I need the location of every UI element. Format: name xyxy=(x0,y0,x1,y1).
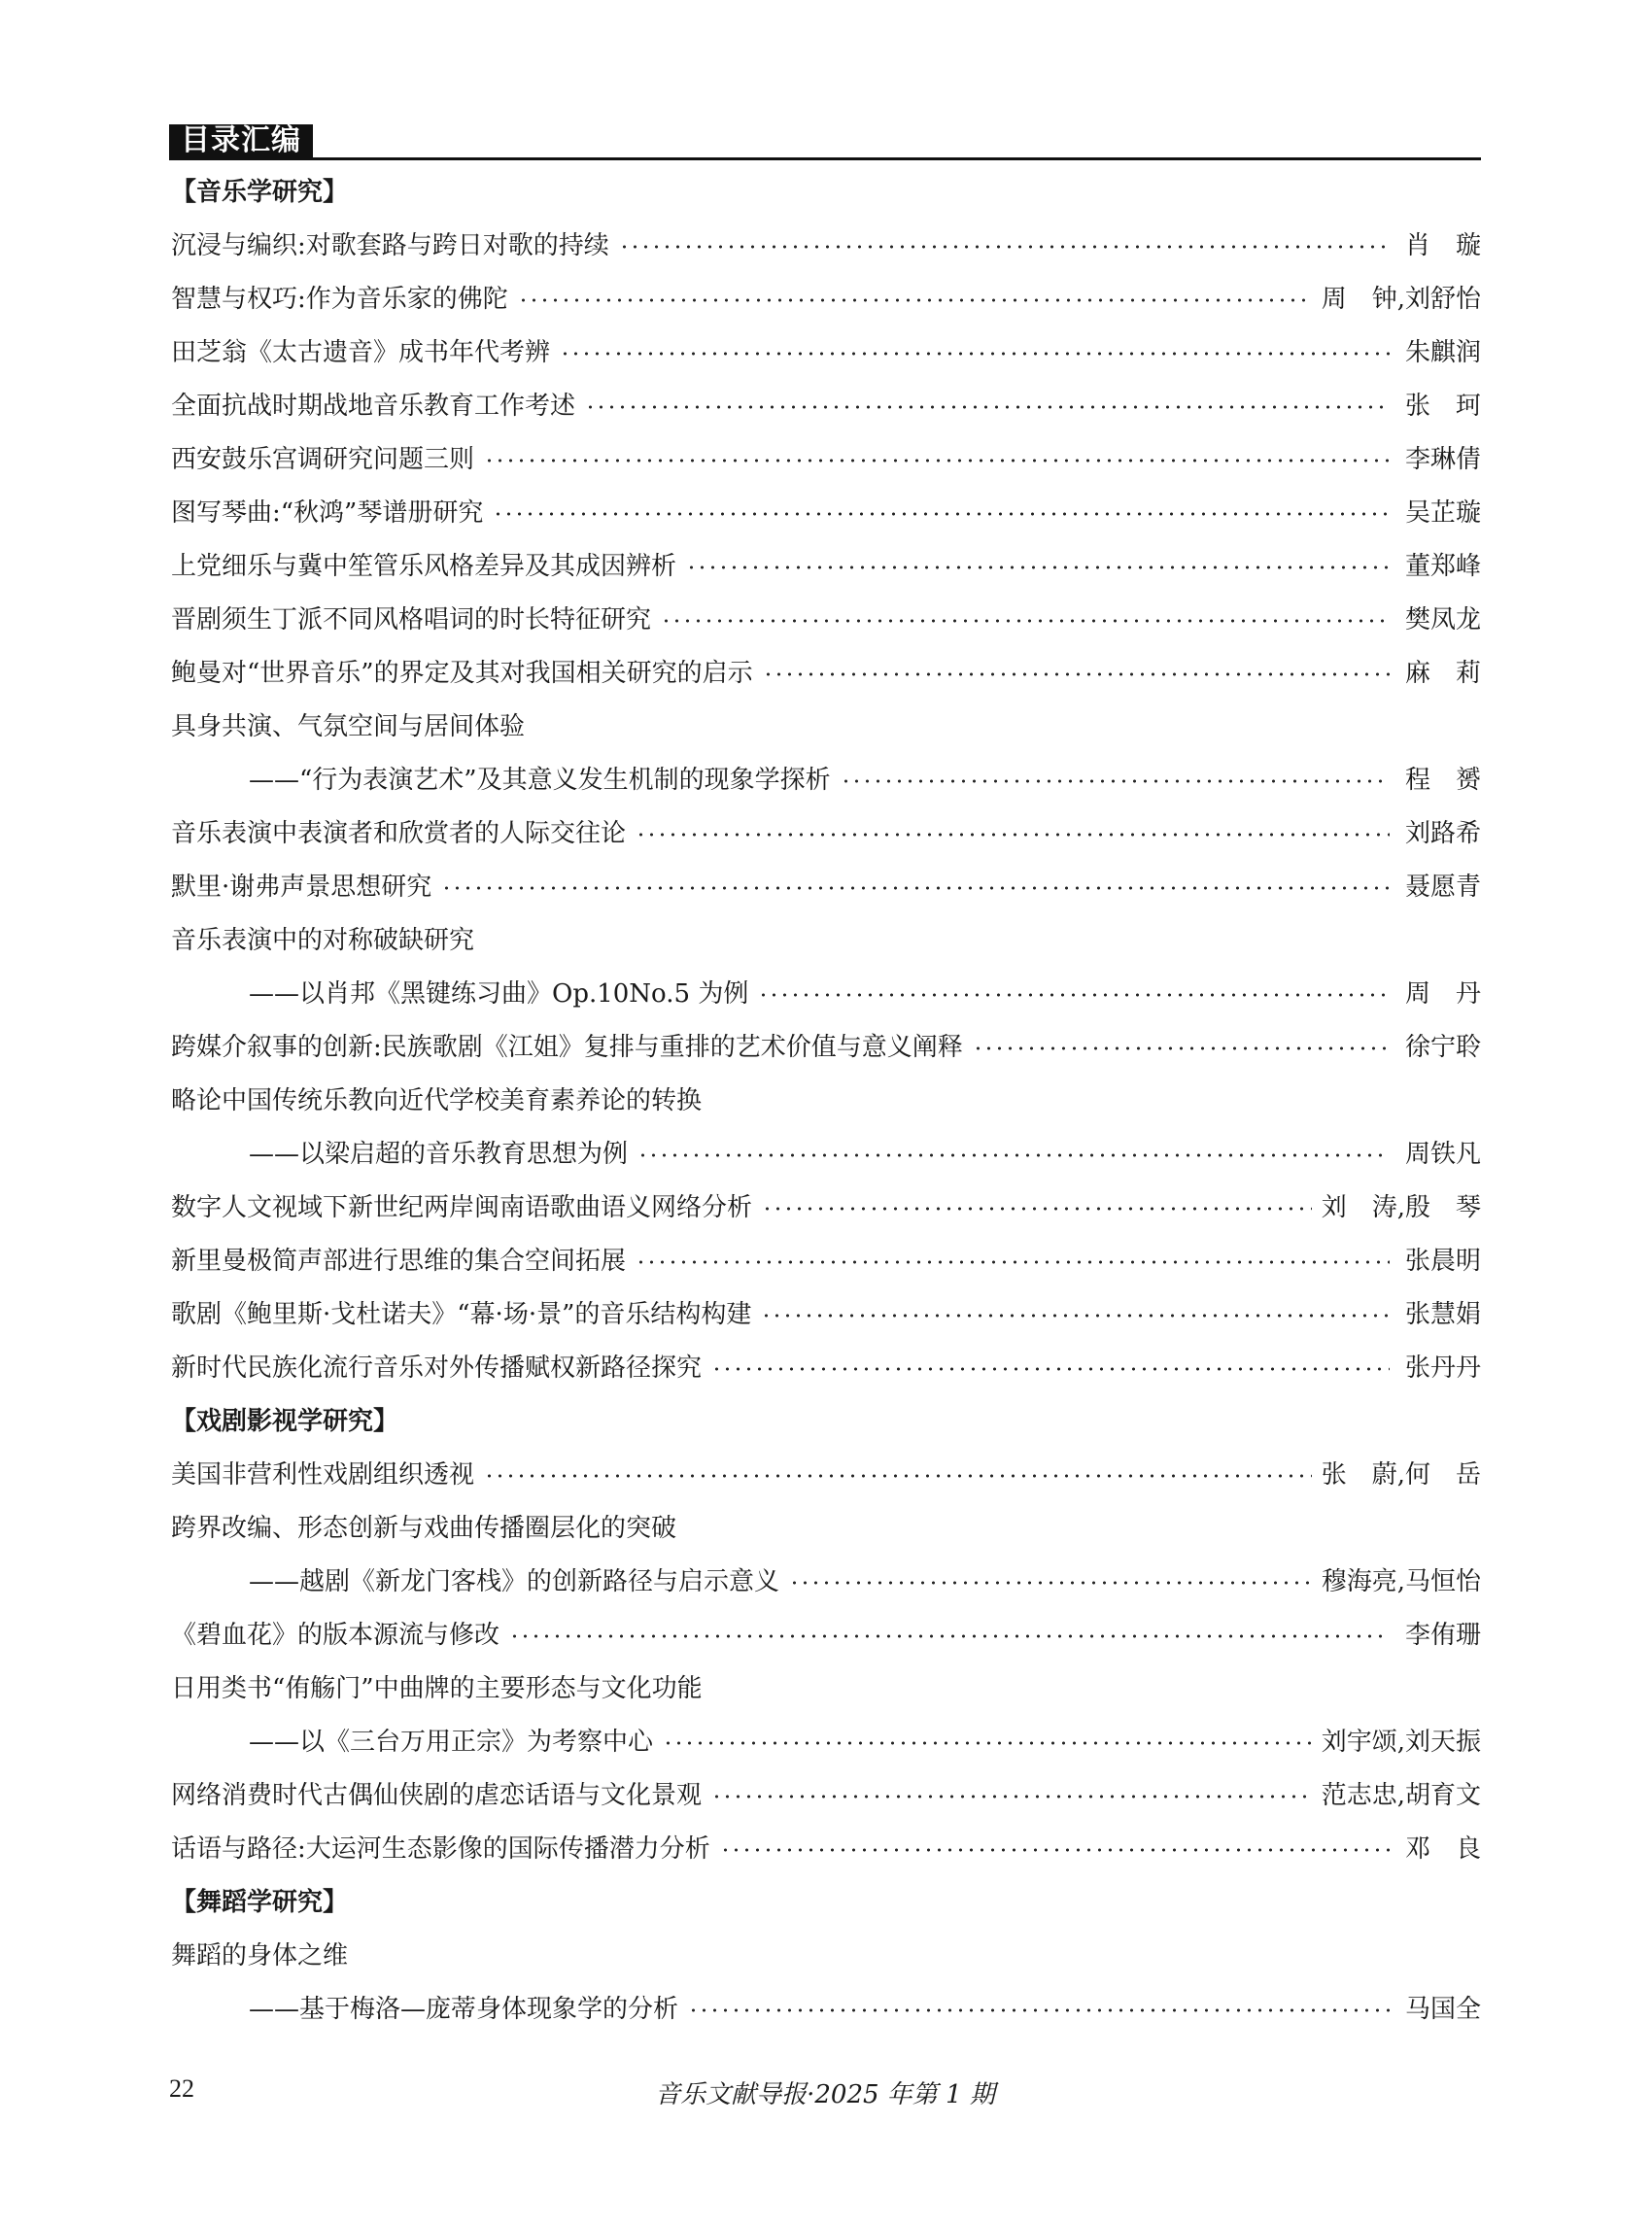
section-heading-label: 【戏剧影视学研究】 xyxy=(171,1407,399,1436)
toc-title: 日用类书“侑觞门”中曲牌的主要形态与文化功能 xyxy=(171,1674,703,1703)
toc-entry xyxy=(171,537,1481,591)
dot-leader xyxy=(758,993,1390,997)
dot-leader xyxy=(441,886,1390,890)
section-heading-label: 【音乐学研究】 xyxy=(171,178,349,207)
toc-title: 具身共演、气氛空间与居间体验 xyxy=(171,712,526,741)
toc-entry xyxy=(171,1606,1481,1660)
toc-title: 跨媒介叙事的创新:民族歌剧《江姐》复排与重排的艺术价值与意义阐释 xyxy=(171,1033,963,1062)
section-heading xyxy=(171,1873,1481,1927)
dot-leader xyxy=(637,1153,1390,1157)
toc-title: 沉浸与编织:对歌套路与跨日对歌的持续 xyxy=(171,231,609,260)
dot-leader xyxy=(663,1741,1312,1745)
toc-title: 网络消费时代古偶仙侠剧的虐恋话语与文化景观 xyxy=(171,1781,703,1810)
toc-title: 智慧与权巧:作为音乐家的佛陀 xyxy=(171,285,508,314)
toc-subtitle: ——以梁启超的音乐教育思想为例 xyxy=(249,1140,629,1169)
dot-leader xyxy=(973,1046,1390,1050)
toc-subtitle-row xyxy=(171,1125,1481,1179)
toc-subtitle-row xyxy=(171,1713,1481,1766)
toc-title: 跨界改编、形态创新与戏曲传播圈层化的突破 xyxy=(171,1514,677,1543)
toc-author: 范志忠,胡育文 xyxy=(1321,1781,1481,1810)
section-heading-label: 【舞蹈学研究】 xyxy=(171,1888,349,1917)
toc-entry xyxy=(171,911,1481,965)
toc-author: 朱麒润 xyxy=(1404,338,1481,367)
toc-author: 周 钟,刘舒怡 xyxy=(1321,285,1481,314)
dot-leader xyxy=(762,1207,1312,1211)
toc-author: 刘 涛,殷 琴 xyxy=(1321,1193,1481,1222)
dot-leader xyxy=(636,1260,1390,1264)
toc-author: 周铁凡 xyxy=(1404,1140,1481,1169)
toc-subtitle-row xyxy=(171,1553,1481,1606)
toc-author: 刘宇颂,刘天振 xyxy=(1321,1728,1481,1757)
section-heading xyxy=(171,1392,1481,1446)
toc-entry xyxy=(171,1660,1481,1713)
dot-leader xyxy=(686,565,1390,569)
toc-author: 刘路希 xyxy=(1404,819,1481,848)
toc-author: 周 丹 xyxy=(1404,979,1481,1009)
dot-leader xyxy=(585,405,1390,409)
toc-entry xyxy=(171,698,1481,751)
toc-author: 李琳倩 xyxy=(1404,445,1481,474)
dot-leader xyxy=(619,245,1390,249)
toc-title: 田芝翁《太古遗音》成书年代考辨 xyxy=(171,338,551,367)
toc-entry xyxy=(171,1820,1481,1873)
toc-title: 略论中国传统乐教向近代学校美育素养论的转换 xyxy=(171,1086,703,1115)
toc-title: 新里曼极简声部进行思维的集合空间拓展 xyxy=(171,1247,627,1276)
dot-leader xyxy=(763,672,1390,676)
page-number: 22 xyxy=(169,2074,194,2103)
toc-title: 话语与路径:大运河生态影像的国际传播潜力分析 xyxy=(171,1834,710,1864)
toc-author: 张 蔚,何 岳 xyxy=(1321,1460,1481,1490)
toc-entry xyxy=(171,1446,1481,1499)
toc-author: 张晨明 xyxy=(1404,1247,1481,1276)
dot-leader xyxy=(761,1314,1390,1318)
dot-leader xyxy=(661,619,1390,623)
page-footer xyxy=(169,2074,1481,2113)
toc-author: 聂愿青 xyxy=(1404,873,1481,902)
toc-entry xyxy=(171,484,1481,537)
journal-issue: 音乐文献导报·2025 年第 1 期 xyxy=(655,2080,995,2109)
toc-subtitle: ——基于梅洛—庞蒂身体现象学的分析 xyxy=(249,1995,679,2024)
dot-leader xyxy=(509,1634,1390,1638)
toc-entry xyxy=(171,591,1481,644)
toc-entry xyxy=(171,1232,1481,1285)
dot-leader xyxy=(720,1848,1390,1852)
toc-subtitle: ——“行为表演艺术”及其意义发生机制的现象学探析 xyxy=(249,766,831,795)
toc-title: 《碧血花》的版本源流与修改 xyxy=(171,1621,500,1650)
toc-entry xyxy=(171,1927,1481,1980)
toc-entry xyxy=(171,1339,1481,1392)
section-header-bar xyxy=(169,124,1481,160)
toc-author: 董郑峰 xyxy=(1404,552,1481,581)
dot-leader xyxy=(518,298,1312,302)
toc-title: 全面抗战时期战地音乐教育工作考述 xyxy=(171,392,576,421)
toc-author: 吴芷璇 xyxy=(1404,498,1481,528)
toc-subtitle-row xyxy=(171,1980,1481,2034)
section-header-title: 目录汇编 xyxy=(169,124,313,157)
dot-leader xyxy=(711,1795,1312,1799)
toc-author: 张 珂 xyxy=(1404,392,1481,421)
toc-entry xyxy=(171,1499,1481,1553)
toc-title: 舞蹈的身体之维 xyxy=(171,1941,349,1970)
dot-leader xyxy=(711,1367,1390,1371)
dot-leader xyxy=(484,1474,1312,1478)
toc-subtitle: ——以《三台万用正宗》为考察中心 xyxy=(249,1728,654,1757)
toc-title: 西安鼓乐宫调研究问题三则 xyxy=(171,445,475,474)
dot-leader xyxy=(560,352,1390,356)
toc-subtitle-row xyxy=(171,751,1481,805)
toc-entry xyxy=(171,270,1481,324)
toc-entry xyxy=(171,805,1481,858)
toc-entry xyxy=(171,1766,1481,1820)
toc-entry xyxy=(171,324,1481,377)
toc-title: 音乐表演中表演者和欣赏者的人际交往论 xyxy=(171,819,627,848)
toc-author: 李侑珊 xyxy=(1404,1621,1481,1650)
toc-entry xyxy=(171,1072,1481,1125)
dot-leader xyxy=(636,833,1390,837)
toc-title: 新时代民族化流行音乐对外传播赋权新路径探究 xyxy=(171,1353,703,1383)
toc-author: 邓 良 xyxy=(1404,1834,1481,1864)
toc-entry xyxy=(171,377,1481,430)
toc-author: 徐宁聆 xyxy=(1404,1033,1481,1062)
dot-leader xyxy=(493,512,1390,516)
toc-author: 樊凤龙 xyxy=(1404,605,1481,634)
toc-title: 图写琴曲:“秋鸿”琴谱册研究 xyxy=(171,498,484,528)
toc-title: 默里·谢弗声景思想研究 xyxy=(171,873,432,902)
toc-title: 数字人文视域下新世纪两岸闽南语歌曲语义网络分析 xyxy=(171,1193,753,1222)
toc-entry xyxy=(171,1018,1481,1072)
toc-entry xyxy=(171,858,1481,911)
toc-title: 音乐表演中的对称破缺研究 xyxy=(171,926,475,955)
toc-subtitle: ——越剧《新龙门客栈》的创新路径与启示意义 xyxy=(249,1567,780,1596)
section-heading xyxy=(171,163,1481,217)
toc-title: 鲍曼对“世界音乐”的界定及其对我国相关研究的启示 xyxy=(171,659,753,688)
toc-author: 马国全 xyxy=(1404,1995,1481,2024)
toc-entry xyxy=(171,1285,1481,1339)
toc-entry xyxy=(171,1179,1481,1232)
toc-title: 上党细乐与冀中笙管乐风格差异及其成因辨析 xyxy=(171,552,677,581)
toc-author: 张丹丹 xyxy=(1404,1353,1481,1383)
table-of-contents xyxy=(171,163,1481,2034)
toc-author: 程 赟 xyxy=(1404,766,1481,795)
toc-author: 穆海亮,马恒怡 xyxy=(1321,1567,1481,1596)
dot-leader xyxy=(789,1581,1312,1585)
toc-subtitle: ——以肖邦《黑键练习曲》Op.10No.5 为例 xyxy=(249,979,749,1009)
toc-entry xyxy=(171,430,1481,484)
dot-leader xyxy=(688,2008,1390,2012)
toc-title: 晋剧须生丁派不同风格唱词的时长特征研究 xyxy=(171,605,652,634)
dot-leader xyxy=(484,459,1390,463)
toc-author: 张慧娟 xyxy=(1404,1300,1481,1329)
toc-title: 美国非营利性戏剧组织透视 xyxy=(171,1460,475,1490)
toc-subtitle-row xyxy=(171,965,1481,1018)
toc-author: 肖 璇 xyxy=(1404,231,1481,260)
toc-entry xyxy=(171,644,1481,698)
toc-entry xyxy=(171,217,1481,270)
toc-title: 歌剧《鲍里斯·戈杜诺夫》“幕·场·景”的音乐结构构建 xyxy=(171,1300,752,1329)
dot-leader xyxy=(841,779,1390,783)
toc-author: 麻 莉 xyxy=(1404,659,1481,688)
